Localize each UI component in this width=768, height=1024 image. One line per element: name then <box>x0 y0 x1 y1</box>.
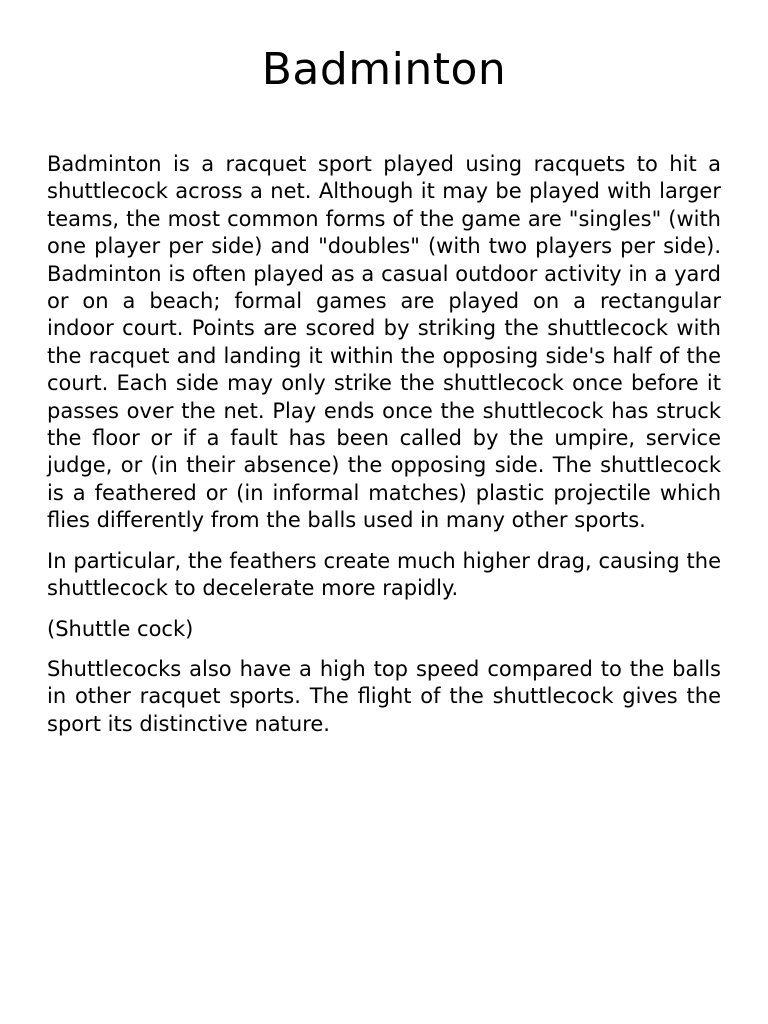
page-title: Badminton <box>261 44 507 95</box>
article-body <box>47 151 721 738</box>
paragraph-top-speed: Shuttlecocks also have a high top speed compared to the balls in other racquet sports. The flight of the shuttlecock gives the sport its distinctive nature. <box>47 656 721 736</box>
paragraph-feathers: In particular, the feathers create much higher drag, causing the shuttlecock to decelerate more rapidly. <box>47 548 721 601</box>
paragraph-shuttle-cock: (Shuttle cock) <box>47 616 194 641</box>
paragraph-intro: Badminton is a racquet sport played using racquets to hit a shuttlecock across a net. Although it may be played with larger teams, the most common forms of the game are "singles" (with one player per side) and "doubles" (with two players per side). Badminton is often played as a casual outdoor activity in a yard or on a beach; formal games are played on a rectangular indoor court. Points are scored by striking the shuttlecock with the racquet and landing it within the opposing side's half of the court. Each side may only strike the shuttlecock once before it passes over the net. Play ends once the shuttlecock has struck the floor or if a fault has been called by the umpire, service judge, or (in their absence) the opposing side. The shuttlecock is a feathered or (in informal matches) plastic projectile which flies differently from the balls used in many other sports. <box>47 152 721 533</box>
